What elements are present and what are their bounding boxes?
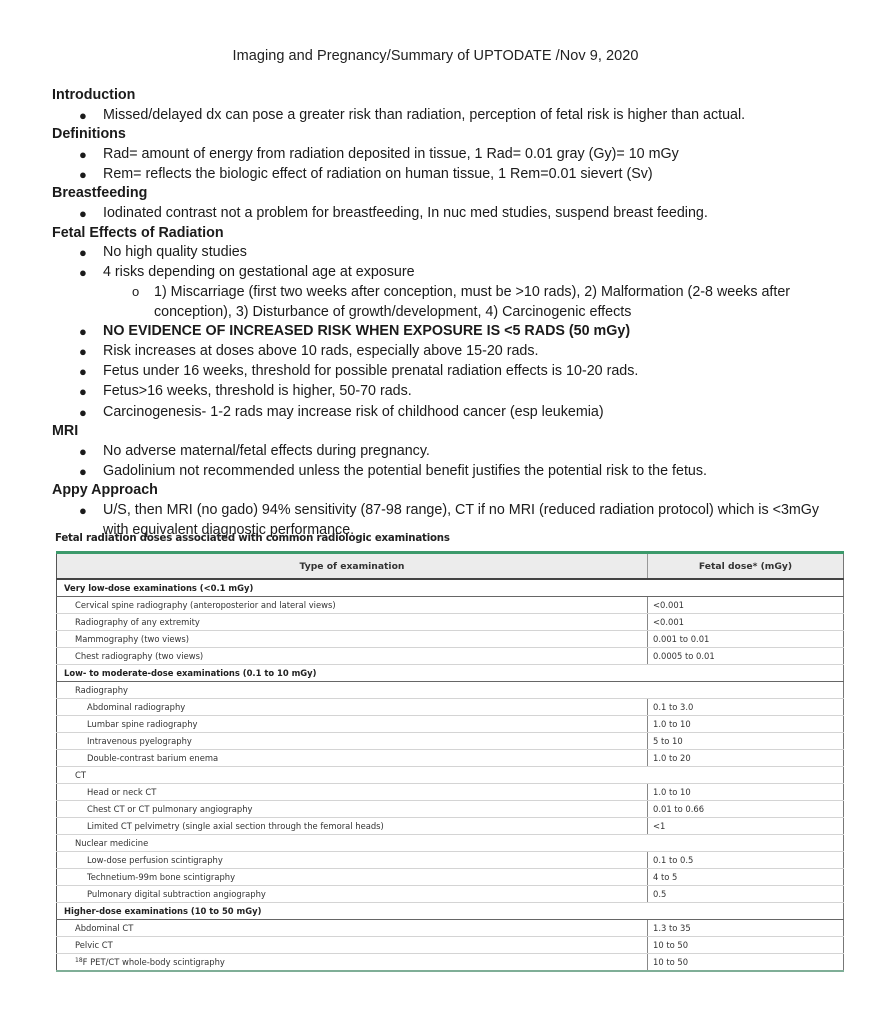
hollow-bullet-icon: o [132, 283, 140, 299]
exam-cell: $^{18}$F PET/CT whole-body scintigraphy [57, 954, 648, 972]
exam-cell: Abdominal radiography [57, 699, 648, 716]
table-subgroup-row: Nuclear medicine [57, 835, 844, 852]
table-subgroup-row: CT [57, 767, 844, 784]
definitions-list [52, 145, 852, 185]
dose-cell: 0.01 to 0.66 [648, 801, 844, 818]
exam-cell: Low-dose perfusion scintigraphy [57, 852, 648, 869]
document-title: Imaging and Pregnancy/Summary of UPTODATE /Nov 9, 2020 [232, 48, 639, 64]
dose-cell: 5 to 10 [648, 733, 844, 750]
table-row [57, 716, 844, 733]
list-item: ● 4 risks depending on gestational age at exposure [52, 263, 852, 283]
table-row [57, 597, 844, 614]
list-item: ● U/S, then MRI (no gado) 94% sensitivity (87-98 range), CT if no MRI (reduced radiation protocol) which is <3mGy with equivalent diagnostic performance. [79, 501, 820, 538]
bullet-icon: ● [79, 443, 87, 459]
exam-cell: Radiography of any extremity [57, 614, 648, 631]
exam-cell: Mammography (two views) [57, 631, 648, 648]
list-item: ● No adverse maternal/fetal effects during pregnancy. [52, 442, 852, 462]
heading-mri: MRI [52, 423, 79, 440]
dose-cell: 10 to 50 [648, 954, 844, 972]
bullet-icon: ● [79, 364, 87, 380]
column-header-dose: Fetal dose* (mGy) [648, 553, 844, 580]
table-subgroup-row: Radiography [57, 682, 844, 699]
list-item-emphasis: ● NO EVIDENCE OF INCREASED RISK WHEN EXPOSURE IS <5 RADS (50 mGy) [52, 322, 852, 342]
table-header-row [57, 553, 844, 580]
column-header-type: Type of examination [57, 553, 648, 580]
exam-cell: Intravenous pyelography [57, 733, 648, 750]
table-row [57, 801, 844, 818]
breastfeeding-list [52, 204, 852, 224]
table-group-row: Low- to moderate-dose examinations (0.1 to 10 mGy) [57, 665, 844, 682]
bullet-icon: ● [79, 384, 87, 400]
isotope-superscript: 18 [75, 957, 83, 964]
exam-cell: Cervical spine radiography (anteroposterior and lateral views) [57, 597, 648, 614]
dose-cell: 0.1 to 3.0 [648, 699, 844, 716]
table-group-row: Higher-dose examinations (10 to 50 mGy) [57, 903, 844, 920]
fetal-effects-list [52, 243, 852, 422]
dose-cell: <0.001 [648, 614, 844, 631]
bullet-icon: ● [79, 206, 87, 222]
bullet-icon: ● [79, 146, 87, 162]
exam-cell: Abdominal CT [57, 920, 648, 937]
dose-cell: 0.1 to 0.5 [648, 852, 844, 869]
heading-definitions: Definitions [52, 126, 126, 143]
table-row [57, 869, 844, 886]
list-item: ● Fetus under 16 weeks, threshold for possible prenatal radiation effects is 10-20 rads. [52, 362, 852, 382]
list-item: ● Rad= amount of energy from radiation deposited in tissue, 1 Rad= 0.01 gray (Gy)= 10 mGy [52, 145, 852, 165]
list-item: ● Iodinated contrast not a problem for breastfeeding, In nuc med studies, suspend breast feeding. [52, 204, 852, 224]
dose-cell: 0.001 to 0.01 [648, 631, 844, 648]
dose-cell: 1.0 to 10 [648, 784, 844, 801]
table-row [57, 784, 844, 801]
bullet-icon: ● [79, 344, 87, 360]
exam-cell: Limited CT pelvimetry (single axial section through the femoral heads) [57, 818, 648, 835]
list-item: ● Fetus>16 weeks, threshold is higher, 50-70 rads. [52, 382, 852, 402]
summary-notes [52, 86, 852, 540]
exam-cell: Technetium-99m bone scintigraphy [57, 869, 648, 886]
heading-appy-approach: Appy Approach [52, 482, 158, 499]
sub-list-item: o 1) Miscarriage (first two weeks after conception, must be >10 rads), 2) Malformation (2-8 weeks after conception), 3) Disturbance of growth/development, 4) Carcinogenic effects [132, 283, 791, 320]
bullet-icon: ● [79, 265, 87, 281]
heading-introduction: Introduction [52, 87, 136, 103]
list-item: ● No high quality studies [52, 243, 852, 263]
heading-breastfeeding: Breastfeeding [52, 185, 148, 202]
dose-cell: 0.5 [648, 886, 844, 903]
table-row [57, 954, 844, 972]
dose-cell: 10 to 50 [648, 937, 844, 954]
dose-cell: 1.0 to 10 [648, 716, 844, 733]
bullet-icon: ● [79, 463, 87, 479]
dose-cell: 4 to 5 [648, 869, 844, 886]
dose-cell: 0.0005 to 0.01 [648, 648, 844, 665]
table-row [57, 852, 844, 869]
bullet-icon: ● [79, 404, 87, 420]
table-row [57, 920, 844, 937]
exam-cell: Chest radiography (two views) [57, 648, 648, 665]
exam-cell: Double-contrast barium enema [57, 750, 648, 767]
table-row [57, 733, 844, 750]
table-row [57, 614, 844, 631]
dose-cell: 1.3 to 35 [648, 920, 844, 937]
bullet-icon: ● [79, 166, 87, 182]
table-row [57, 886, 844, 903]
list-item: ● Carcinogenesis- 1-2 rads may increase risk of childhood cancer (esp leukemia) [52, 403, 852, 423]
table-row [57, 631, 844, 648]
table-row [57, 750, 844, 767]
table-row [57, 648, 844, 665]
dose-cell: <0.001 [648, 597, 844, 614]
introduction-list [52, 106, 852, 126]
table-row [57, 699, 844, 716]
exam-cell: Pelvic CT [57, 937, 648, 954]
exam-cell: Chest CT or CT pulmonary angiography [57, 801, 648, 818]
heading-fetal-effects: Fetal Effects of Radiation [52, 224, 224, 241]
fetal-dose-table [56, 551, 844, 972]
table-row [57, 818, 844, 835]
list-item: ● Missed/delayed dx can pose a greater risk than radiation, perception of fetal risk is higher than actual. [52, 106, 852, 126]
table-caption: Fetal radiation doses associated with common radiologic examinations [55, 533, 450, 544]
exam-cell: Lumbar spine radiography [57, 716, 648, 733]
bullet-icon: ● [79, 324, 87, 340]
exam-cell: Pulmonary digital subtraction angiography [57, 886, 648, 903]
mri-list [52, 442, 852, 482]
dose-cell: 1.0 to 20 [648, 750, 844, 767]
bullet-icon: ● [79, 107, 87, 123]
list-item: ● Gadolinium not recommended unless the potential benefit justifies the potential risk to the fetus. [52, 462, 852, 482]
list-item: ● Risk increases at doses above 10 rads, especially above 15-20 rads. [52, 342, 852, 362]
table-row [57, 937, 844, 954]
exam-cell: Head or neck CT [57, 784, 648, 801]
bullet-icon: ● [79, 502, 87, 518]
dose-cell: <1 [648, 818, 844, 835]
table-group-row: Very low-dose examinations (<0.1 mGy) [57, 579, 844, 597]
list-item: ● Rem= reflects the biologic effect of radiation on human tissue, 1 Rem=0.01 sievert (Sv) [52, 165, 852, 185]
bullet-icon: ● [79, 245, 87, 261]
